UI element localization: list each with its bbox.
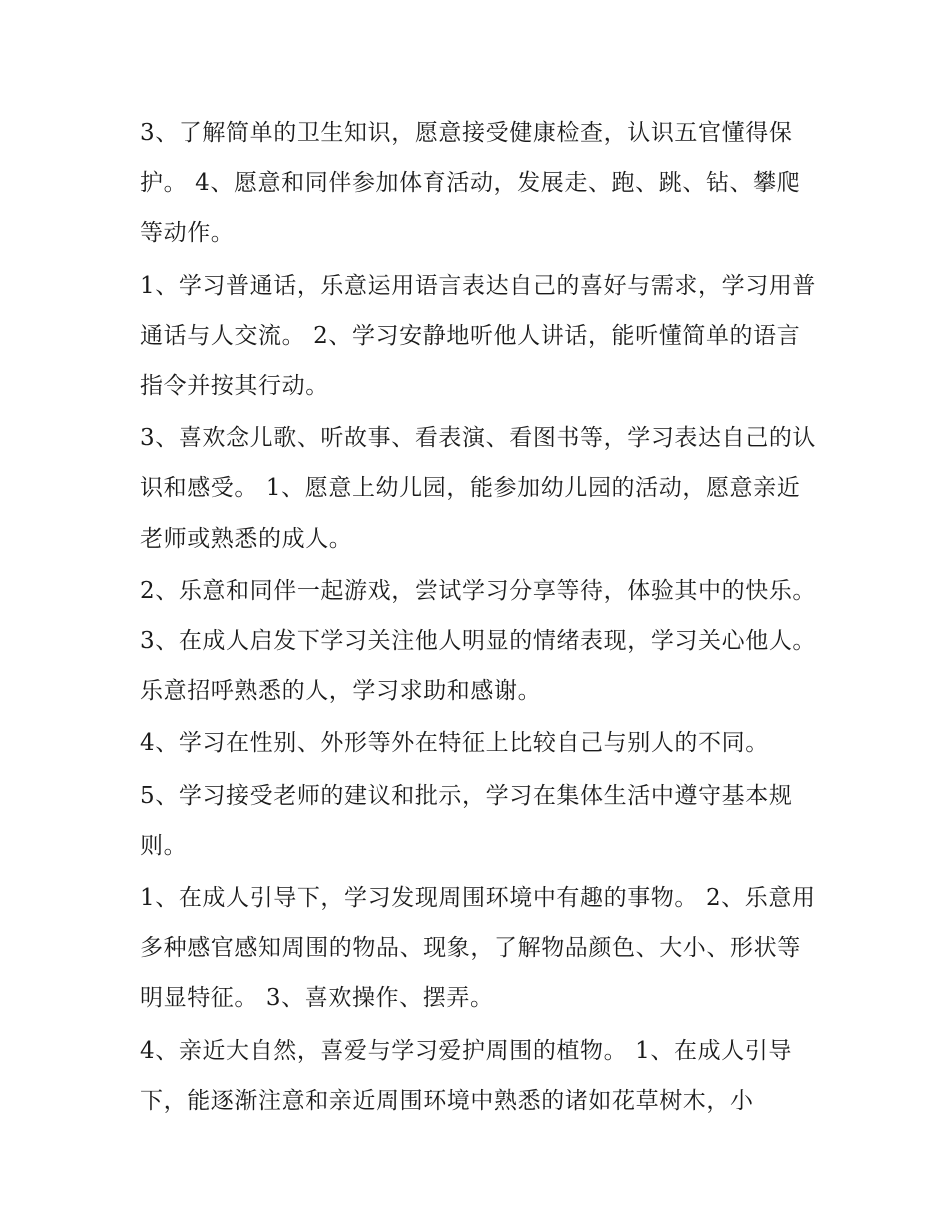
paragraph-peer-play: 2、乐意和同伴一起游戏，尝试学习分享等待，体验其中的快乐。 3、在成人启发下学习关注他人明显的情绪表现，学习关心他人。乐意招呼熟悉的人，学习求助和感谢。 [140, 577, 817, 705]
paragraph-group-rules: 5、学习接受老师的建议和批示，学习在集体生活中遵守基本规则。 [140, 782, 793, 859]
paragraph-health-goals: 3、了解简单的卫生知识，愿意接受健康检查，认识五官懂得保护。 4、愿意和同伴参加体育活动，发展走、跑、跳、钻、攀爬等动作。 [140, 120, 801, 247]
paragraph-language-goals: 1、学习普通话，乐意运用语言表达自己的喜好与需求，学习用普通话与人交流。 2、学习安静地听他人讲话，能听懂简单的语言指令并按其行动。 [140, 272, 817, 400]
paragraph-nature: 4、亲近大自然，喜爱与学习爱护周围的植物。 1、在成人引导下，能逐渐注意和亲近周围环境中熟悉的诸如花草树木，小 [140, 1037, 792, 1114]
paragraph-expression-social: 3、喜欢念儿歌、听故事、看表演、看图书等，学习表达自己的认识和感受。 1、愿意上幼儿园，能参加幼儿园的活动，愿意亲近老师或熟悉的成人。 [140, 425, 817, 552]
paragraph-science-exploration: 1、在成人引导下，学习发现周围环境中有趣的事物。 2、乐意用多种感官感知周围的物品、现象，了解物品颜色、大小、形状等明显特征。 3、喜欢操作、摆弄。 [140, 885, 816, 1012]
paragraph-self-awareness: 4、学习在性别、外形等外在特征上比较自己与别人的不同。 [140, 730, 769, 757]
document-body [140, 108, 820, 1128]
